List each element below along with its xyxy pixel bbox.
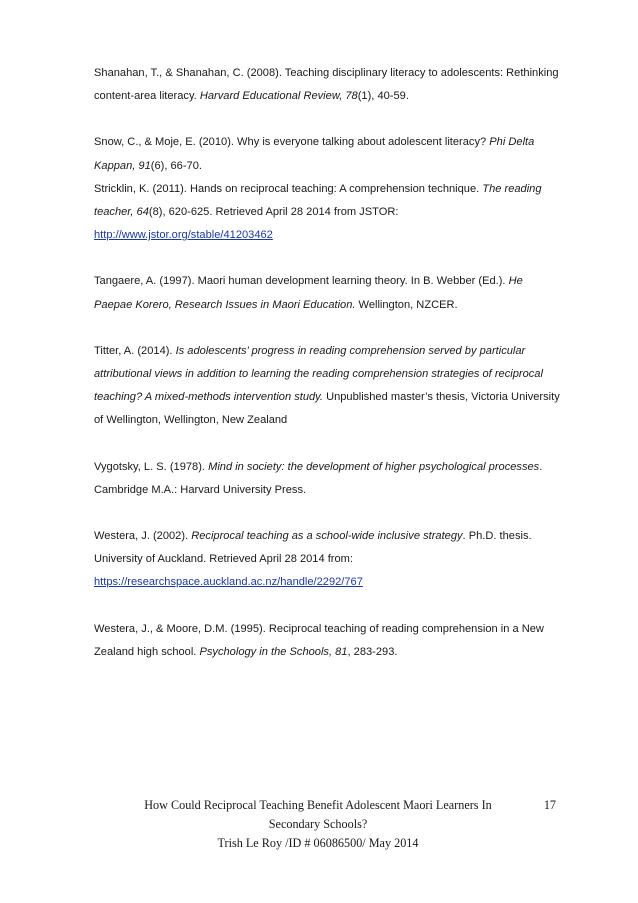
reference-text: (1), 40-59. xyxy=(357,90,409,103)
footer-title xyxy=(108,796,528,853)
reference-text: Wellington, NZCER. xyxy=(355,298,458,311)
reference-italic-text: He Paepae Korero, Research Issues in Maori Education. xyxy=(94,275,523,311)
reference-text: Tangaere, A. (1997). Maori human development learning theory. In B. Webber (Ed.). xyxy=(94,275,509,288)
reference-url-link[interactable]: http://www.jstor.org/stable/41203462 xyxy=(94,229,273,242)
reference-italic-text: Phi Delta Kappan, 91 xyxy=(94,136,535,172)
reference-italic-text: Reciprocal teaching as a school-wide inclusive strategy xyxy=(191,530,463,543)
reference-text: Westera, J., & Moore, D.M. (1995). Reciprocal teaching of reading comprehension in a New Zealand high school. xyxy=(94,622,544,658)
reference-entry xyxy=(94,178,564,248)
footer-line-3: Trish Le Roy /ID # 06086500/ May 2014 xyxy=(217,836,419,850)
reference-italic-text: Mind in society: the development of higher psychological processes xyxy=(208,460,540,473)
reference-entry xyxy=(94,456,564,502)
reference-text: . Ph.D. thesis. University of Auckland. Retrieved April 28 2014 from: xyxy=(94,530,532,566)
reference-entry xyxy=(94,131,564,177)
reference-italic-text: Is adolescents’ progress in reading comprehension served by particular attributional views in addition to learning the reading comprehension strategies of reciprocal teaching? A mixed-methods intervention study. xyxy=(94,344,543,404)
reference-italic-text: Harvard Educational Review, 78 xyxy=(199,90,358,103)
reference-entry xyxy=(94,525,564,595)
reference-entry xyxy=(94,270,564,316)
reference-list xyxy=(94,62,564,664)
reference-italic-text: The reading teacher, 64 xyxy=(94,182,542,219)
reference-text: Titter, A. (2014). xyxy=(94,344,176,357)
reference-text: (8), 620-625. Retrieved April 28 2014 from JSTOR: xyxy=(148,206,399,219)
reference-text: Stricklin, K. (2011). Hands on reciprocal teaching: A comprehension technique. xyxy=(94,182,483,195)
reference-entry xyxy=(94,618,564,664)
reference-text: (6), 66-70. xyxy=(150,159,202,172)
reference-text: , 283-293. xyxy=(347,645,398,658)
reference-text: Vygotsky, L. S. (1978). xyxy=(94,460,209,473)
reference-text: Unpublished master’s thesis, Victoria University of Wellington, Wellington, New Zealand xyxy=(94,391,560,427)
footer-line-1: How Could Reciprocal Teaching Benefit Adolescent Maori Learners In xyxy=(144,798,492,812)
reference-italic-text: Psychology in the Schools, 81 xyxy=(199,645,348,658)
page-number: 17 xyxy=(543,798,556,812)
reference-text: . Cambridge M.A.: Harvard University Press. xyxy=(94,460,543,496)
reference-text: Snow, C., & Moje, E. (2010). Why is everyone talking about adolescent literacy? xyxy=(94,136,490,149)
reference-url-link[interactable]: https://researchspace.auckland.ac.nz/handle/2292/767 xyxy=(94,576,363,589)
footer-line-2: Secondary Schools? xyxy=(268,817,368,831)
reference-entry xyxy=(94,340,564,433)
reference-text: Westera, J. (2002). xyxy=(94,530,192,543)
reference-text: Shanahan, T., & Shanahan, C. (2008). Teaching disciplinary literacy to adolescents: Rethinking content-area literacy. xyxy=(94,67,559,103)
reference-entry xyxy=(94,62,564,108)
